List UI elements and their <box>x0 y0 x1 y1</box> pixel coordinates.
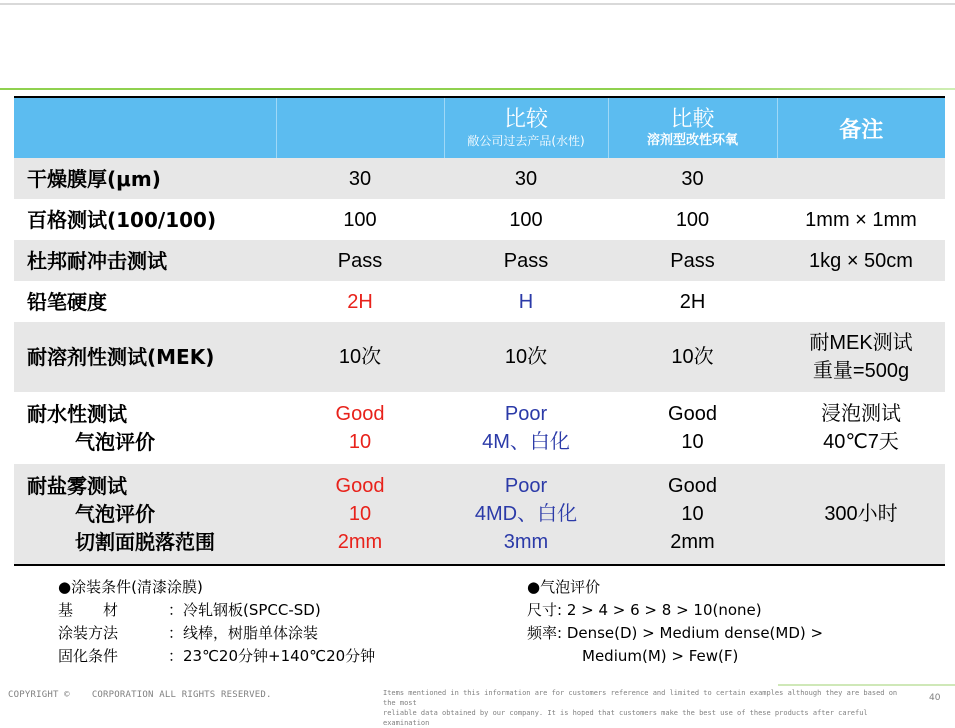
row-label: 干燥膜厚(μm) <box>27 166 161 191</box>
table-row <box>14 464 945 565</box>
note-line: 40℃7天 <box>823 431 899 453</box>
value-line: 2mm <box>337 531 383 553</box>
value-line: 10 <box>681 431 704 453</box>
value-line: 10 <box>348 503 372 525</box>
header-col-solvent <box>608 97 777 158</box>
corporation-text: CORPORATION ALL RIGHTS RESERVED. <box>91 690 272 700</box>
blister-rating-title: ●气泡评价 <box>527 578 601 596</box>
blister-size-line: 尺寸: 2 > 4 > 6 > 8 > 10(none) <box>527 601 762 619</box>
cell-value: Pass <box>503 249 549 272</box>
table-row <box>14 240 945 281</box>
value-line: Good <box>668 475 717 497</box>
header-col-notes <box>777 97 945 158</box>
cell-value: 100 <box>675 208 710 231</box>
condition-row <box>58 599 478 622</box>
comparison-table-container <box>14 96 945 566</box>
cell-value <box>608 464 777 565</box>
cell-value: 10次 <box>671 346 714 368</box>
blister-frequency-line: 频率: Dense(D) > Medium dense(MD) > <box>527 624 824 642</box>
cell-value <box>444 464 608 565</box>
value-line: 4M、白化 <box>482 431 570 453</box>
cell-value <box>608 392 777 464</box>
condition-value: ：23℃20分钟+140℃20分钟 <box>168 647 376 665</box>
condition-key: 涂装方法 <box>58 624 119 642</box>
value-line: Poor <box>504 403 548 425</box>
condition-key: 基 材 <box>58 601 119 619</box>
cell-note <box>777 322 945 392</box>
footer-copyright <box>8 690 272 700</box>
header-col-solvent-main: 比較 <box>670 107 715 132</box>
cell-value: 10次 <box>338 346 382 368</box>
top-divider <box>0 3 955 5</box>
title-underline <box>0 88 955 90</box>
value-line: 10 <box>348 431 372 453</box>
value-line: Poor <box>504 475 548 497</box>
blister-rating-notes <box>527 576 947 668</box>
cell-value: 100 <box>343 208 377 231</box>
value-line: 3mm <box>503 531 549 553</box>
cell-value: 2H <box>347 290 373 313</box>
cell-value <box>444 392 608 464</box>
table-row <box>14 281 945 322</box>
row-label-line: 耐盐雾测试 <box>27 474 127 498</box>
cell-value <box>276 464 444 565</box>
row-label: 铅笔硬度 <box>27 289 107 314</box>
condition-value: ：冷轧钢板(SPCC-SD) <box>168 601 321 619</box>
condition-key: 固化条件 <box>58 647 119 665</box>
cell-value: 30 <box>681 167 704 190</box>
value-line: 10 <box>681 503 704 525</box>
note-line: 浸泡测试 <box>821 403 901 425</box>
cell-value: 10次 <box>504 346 548 368</box>
cell-value: 30 <box>348 167 372 190</box>
row-label-line: 气泡评价 <box>75 430 155 454</box>
condition-row <box>58 645 478 668</box>
header-new-product <box>276 97 444 158</box>
value-line: Good <box>335 403 385 425</box>
row-label-line: 切割面脱落范围 <box>75 530 215 554</box>
row-label: 耐溶剂性测试(MEK) <box>27 345 215 369</box>
value-line: Good <box>668 403 717 425</box>
row-label-line: 耐水性测试 <box>27 402 127 426</box>
cell-note: 1mm × 1mm <box>805 208 917 231</box>
cell-value: Pass <box>337 249 383 272</box>
disclaimer-line: Items mentioned in this information are for customers reference and limited to certain examples although they are based on the most <box>383 689 898 707</box>
header-col-water-sub: 敝公司过去产品(水性) <box>467 134 585 148</box>
page-number: 40 <box>929 693 941 703</box>
cell-note: 1kg × 50cm <box>809 249 913 272</box>
cell-note <box>777 392 945 464</box>
condition-row <box>58 622 478 645</box>
copyright-text: COPYRIGHT © <box>8 690 70 700</box>
header-col-water <box>444 97 608 158</box>
header-col-water-main: 比较 <box>503 107 548 132</box>
cell-note <box>777 281 945 322</box>
note-line: 耐MEK测试 <box>809 332 913 354</box>
blister-frequency-line-cont: Medium(M) > Few(F) <box>582 647 739 665</box>
row-label: 百格测试(100/100) <box>27 207 217 232</box>
cell-note: 300小时 <box>824 503 898 525</box>
footer-accent-line <box>778 684 955 686</box>
coating-conditions-notes <box>58 576 478 668</box>
table-row <box>14 392 945 464</box>
value-line: 4MD、白化 <box>474 503 578 525</box>
row-label <box>14 464 276 565</box>
cell-value: 2H <box>679 290 706 313</box>
cell-value: 100 <box>509 208 543 231</box>
cell-note <box>777 158 945 199</box>
cell-value: Pass <box>670 249 715 272</box>
row-label <box>14 392 276 464</box>
table-row <box>14 322 945 392</box>
header-empty-cell <box>14 97 276 158</box>
cell-value: H <box>518 290 534 313</box>
cell-value: 30 <box>514 167 538 190</box>
table-row <box>14 199 945 240</box>
value-line: Good <box>335 475 385 497</box>
condition-value: ：线棒，树脂单体涂装 <box>168 624 319 642</box>
coating-conditions-title: ●涂装条件(清漆涂膜) <box>58 578 203 596</box>
row-label: 杜邦耐冲击测试 <box>27 248 167 273</box>
value-line: 2mm <box>670 531 715 553</box>
footer-disclaimer <box>383 688 913 728</box>
note-line: 重量=500g <box>812 360 910 382</box>
header-col-solvent-sub: 溶剂型改性环氧 <box>646 133 738 148</box>
header-notes-label: 备注 <box>839 117 884 143</box>
cell-value <box>276 392 444 464</box>
disclaimer-line: reliable data obtained by our company. It is hoped that customers make the best use of these products after careful examination <box>383 709 868 727</box>
comparison-table <box>14 96 945 566</box>
table-row <box>14 158 945 199</box>
row-label-line: 气泡评价 <box>75 502 155 526</box>
table-header-row <box>14 97 945 158</box>
